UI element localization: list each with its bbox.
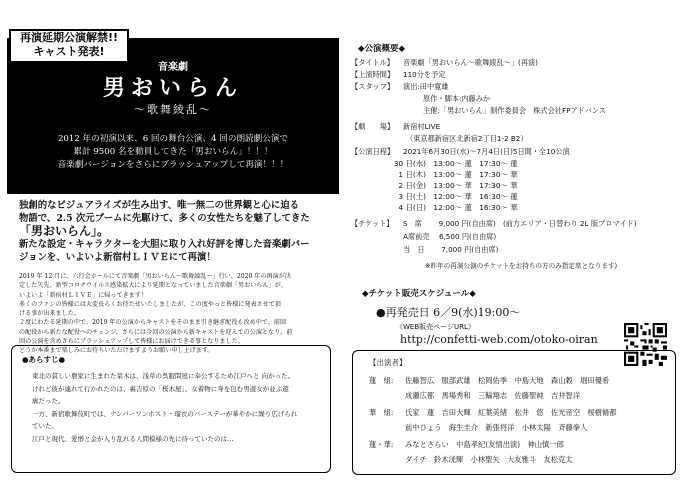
cast-names: 成瀬広都 馬場秀和 三輪翔志 佐藤聖純 吉井智洋 bbox=[405, 391, 581, 400]
body-line: 回の公演を含めさらにブラッシュアップして皆様にお届けできる事となりました。 bbox=[19, 338, 244, 346]
cast-box bbox=[352, 350, 676, 475]
hero-desc-line: 音楽劇バージョンをさらにブラッシュアップして再演！！！ bbox=[57, 160, 289, 170]
overview-value: 2021年6月30日(水)～7月4日(日)5日間・全10公演 bbox=[403, 147, 570, 156]
banner-line: キャスト発表! bbox=[33, 45, 105, 58]
intro-line: 独創的なビジュアライズが生み出す、唯一無二の世界観と心に迫る bbox=[19, 200, 299, 211]
schedule-date: 1 日(木) bbox=[398, 170, 426, 179]
ticket-note: ※昨年の再演公演のチケットをお持ちの方のみ指定席となります) bbox=[425, 262, 618, 270]
cast-group-label: 蓮 組: bbox=[369, 376, 394, 385]
intro-line: ジョンを、いよいよ新宿村ＬＩＶＥにて再演！ bbox=[19, 252, 216, 263]
schedule-times: 13:00～ 蓮 17:30～ 華 bbox=[433, 170, 518, 179]
schedule-times: 13:00～ 華 17:30～ 華 bbox=[433, 181, 518, 190]
cast-names: 氏家 蓮 吉田大輝 紅葉美緒 松井 悠 佐光帝空 桜樹脩都 bbox=[405, 408, 617, 417]
hero-kicker: 音楽劇 bbox=[158, 62, 188, 73]
cast-group-label: 蓮・華: bbox=[369, 440, 394, 449]
schedule-list bbox=[372, 158, 518, 213]
schedule-times: 13:00～ 蓮 17:30～ 蓮 bbox=[433, 159, 518, 168]
intro-quote: 「男おいらん」。 bbox=[19, 224, 110, 238]
overview-label: 【劇 場】 bbox=[351, 122, 395, 131]
schedule-row bbox=[372, 180, 518, 191]
cast-row bbox=[369, 408, 617, 418]
schedule-times: 12:00～ 華 16:30～ 蓮 bbox=[433, 192, 518, 201]
body-line: の配役から新たな配役へのチェンジ、さらには今回の公演から新キャストを迎えての公演となり、前 bbox=[19, 328, 293, 336]
schedule-row bbox=[372, 202, 518, 213]
schedule-times: 12:00～ 蓮 16:30～ 華 bbox=[433, 203, 518, 212]
synopsis-line: ていた。 bbox=[32, 422, 58, 430]
overview-value: 演出:田中寛雄 bbox=[403, 82, 449, 91]
cast-row bbox=[369, 440, 564, 450]
cast-group-label: 華 組: bbox=[369, 408, 394, 417]
cast-names: みなとさらい 中島孝紀(友情出演) 神山慎一郎 bbox=[405, 440, 564, 449]
hero-title: 男おいらん bbox=[102, 75, 243, 101]
ticket-url-link[interactable]: http://confetti-web.com/otoko-oiran bbox=[400, 333, 598, 346]
body-line: どうか本番まで楽しみにお待ちいただけますようお願い申し上げます。 bbox=[19, 347, 214, 355]
hero-description bbox=[7, 133, 339, 172]
overview-value: 主催:「男おいらん」制作委員会 株式会社FPアドバンス bbox=[423, 106, 607, 115]
schedule-date: 2 日(金) bbox=[398, 181, 426, 190]
cast-heading: 【出演者】 bbox=[369, 358, 407, 367]
intro-line: 物語で、2.5 次元ブームに先駆けて、多くの女性たちを魅了してきた bbox=[19, 213, 310, 224]
body-line: 2019 年 12 月に、六行会ホールにて音楽劇「男おいらん～歌舞綾乱～」行い、2020 年の再演が決 bbox=[19, 273, 291, 280]
body-line: 多くのファンの皆様には大変長らくお待たせいたしましたが、この度やっと皆様に発表させて頂 bbox=[19, 300, 281, 308]
overview-value: 音楽劇「男おいらん～歌舞綾乱～」(再演) bbox=[403, 58, 538, 67]
intro-line: 新たな設定・キャラクターを大胆に取り入れ好評を博した音楽劇バー bbox=[19, 239, 310, 250]
schedule-date: 4 日(日) bbox=[398, 203, 426, 212]
cast-names: ダイチ 鈴木洸輝 小林聖矢 大友雅斗 友松克太 bbox=[405, 455, 573, 464]
ticket-value: S 席 9,000 円(自由席) (前方エリア・日替わり 2L 版ブロマイド) bbox=[403, 219, 637, 228]
ticket-sales-heading: ◆チケット販売スケジュール◆ bbox=[362, 289, 476, 299]
overview-label: 【タイトル】 bbox=[351, 58, 394, 67]
overview-label: 【スタッフ】 bbox=[351, 82, 395, 91]
hero-desc-line: 累計 9500 名を動員してきた「男おいらん」！！！ bbox=[73, 147, 273, 157]
body-line: いよいよ「新宿村ＬＩＶＥ」に帰ってきます！ bbox=[19, 291, 147, 299]
hero-subtitle: ～歌舞綾乱～ bbox=[134, 103, 212, 116]
schedule-row bbox=[372, 158, 518, 169]
overview-label: 【公演日程】 bbox=[351, 147, 395, 156]
body-line: ２度にわたる延期の中で、2019 年の公演からキャストをそのまま引き継ぎ配役も改め中で、前回 bbox=[19, 319, 287, 327]
synopsis-heading: ●あらすじ● bbox=[22, 355, 66, 364]
cast-row bbox=[369, 376, 609, 386]
announcement-banner bbox=[9, 29, 129, 63]
ticket-release-date: ●再発売日 6／9(水)19:00～ bbox=[376, 306, 521, 319]
overview-value: 原作・脚本:内藤みか bbox=[423, 94, 491, 103]
schedule-row bbox=[372, 169, 518, 180]
intro-text bbox=[19, 199, 337, 264]
body-line: 定した矢先、新型コロナウイルス感染拡大により延期となっていました音楽劇「男おいらん」が、 bbox=[19, 282, 287, 290]
ticket-value: A席前売 6,500 円(自由席) bbox=[403, 232, 497, 241]
synopsis-line: 江戸と現代、愛憎と金が入り乱れる人間模様の先に待っていたのは… bbox=[32, 434, 234, 443]
synopsis-line: けれど彼が連れて行かれたのは、裏吉原の「桜木屋」。女着物に身を包む男遊女が並ぶ遊 bbox=[32, 384, 289, 393]
overview-heading: ◆公演概要◆ bbox=[358, 44, 406, 54]
body-line: ける事が出来ました。 bbox=[19, 310, 80, 318]
overview-value: （東京都新宿区北新宿2丁目1-2 B2） bbox=[406, 134, 528, 143]
overview-value: 新宿村LIVE bbox=[403, 122, 441, 131]
synopsis-box bbox=[11, 345, 331, 473]
schedule-row bbox=[372, 191, 518, 202]
hero-desc-line: 2012 年の初演以来、6 回の舞台公演、4 回の朗読劇公演で bbox=[57, 134, 289, 144]
cast-names: 前中ひょう 海生圭介 新張将洋 小林太陽 斉藤拳人 bbox=[405, 423, 588, 432]
cast-names: 佐藤智広 服部武雄 松岡佑季 中島大地 森山穀 堀田優希 bbox=[405, 376, 610, 385]
web-url-label: 《WEB販売ページURL》 bbox=[396, 323, 475, 331]
schedule-date: 3 日(土) bbox=[398, 192, 426, 201]
banner-line: 再演延期公演解禁!! bbox=[19, 31, 119, 44]
body-paragraph bbox=[19, 272, 337, 356]
synopsis-line: 廓だった。 bbox=[32, 397, 65, 405]
overview-value: 110分を予定 bbox=[403, 70, 446, 79]
synopsis-line: 一方、新宿歌舞伎町では、ナンバーワンホスト・瑠衣のバースデーが華やかに繰り広げられ bbox=[32, 409, 298, 418]
ticket-label: 【チケット】 bbox=[351, 219, 394, 228]
schedule-date: 30 日(水) bbox=[393, 159, 426, 168]
synopsis-text bbox=[32, 370, 324, 445]
ticket-value: 当 日 7,000 円(自由席) bbox=[403, 245, 499, 254]
synopsis-line: 東北の貧しい農家に生まれた栞木は、浅草の呉服問屋に奉公するため江戸へと 向かった。 bbox=[32, 372, 295, 380]
overview-label: 【上演時間】 bbox=[351, 70, 395, 79]
